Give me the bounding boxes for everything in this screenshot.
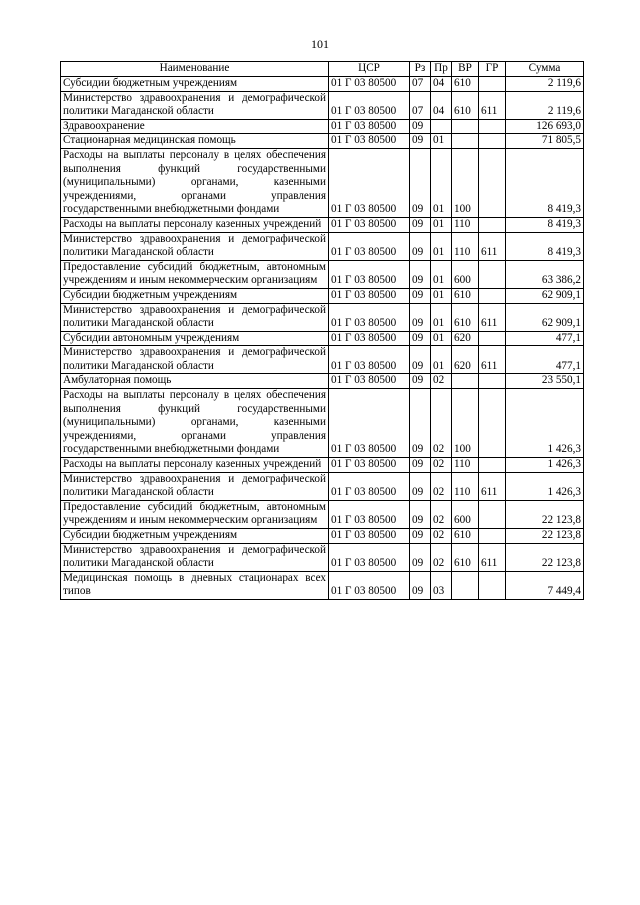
cell-sum: 2 119,6 [506, 91, 584, 119]
cell-rz: 09 [410, 472, 431, 500]
cell-vr [452, 134, 479, 149]
cell-vr: 610 [452, 77, 479, 92]
header-name: Наименование [61, 62, 329, 77]
cell-pr: 02 [431, 374, 452, 389]
cell-pr: 02 [431, 458, 452, 473]
cell-vr: 610 [452, 91, 479, 119]
cell-name: Субсидии бюджетным учреждениям [61, 529, 329, 544]
cell-rz: 09 [410, 331, 431, 346]
cell-pr: 01 [431, 346, 452, 374]
table-row [61, 217, 584, 232]
table-row [61, 119, 584, 134]
table-row [61, 303, 584, 331]
table-row [61, 232, 584, 260]
cell-name: Министерство здравоохранения и демографической политики Магаданской области [61, 303, 329, 331]
cell-gr [479, 77, 506, 92]
cell-name: Здравоохранение [61, 119, 329, 134]
cell-csr: 01 Г 03 80500 [329, 288, 410, 303]
cell-sum: 62 909,1 [506, 288, 584, 303]
table-row [61, 500, 584, 528]
cell-rz: 09 [410, 529, 431, 544]
header-sum: Сумма [506, 62, 584, 77]
cell-csr: 01 Г 03 80500 [329, 148, 410, 217]
table-row [61, 346, 584, 374]
cell-vr: 600 [452, 500, 479, 528]
cell-csr: 01 Г 03 80500 [329, 346, 410, 374]
cell-rz: 09 [410, 571, 431, 599]
cell-gr: 611 [479, 472, 506, 500]
cell-rz: 09 [410, 134, 431, 149]
cell-vr: 110 [452, 232, 479, 260]
cell-pr: 02 [431, 529, 452, 544]
cell-sum: 2 119,6 [506, 77, 584, 92]
cell-rz: 09 [410, 389, 431, 458]
cell-pr: 02 [431, 543, 452, 571]
cell-sum: 62 909,1 [506, 303, 584, 331]
cell-csr: 01 Г 03 80500 [329, 232, 410, 260]
cell-vr: 600 [452, 260, 479, 288]
table-row [61, 458, 584, 473]
cell-rz: 07 [410, 91, 431, 119]
cell-vr [452, 374, 479, 389]
cell-rz: 09 [410, 500, 431, 528]
cell-name: Субсидии бюджетным учреждениям [61, 288, 329, 303]
cell-rz: 09 [410, 260, 431, 288]
cell-csr: 01 Г 03 80500 [329, 119, 410, 134]
cell-pr: 04 [431, 77, 452, 92]
cell-name: Министерство здравоохранения и демографической политики Магаданской области [61, 346, 329, 374]
cell-pr: 01 [431, 134, 452, 149]
cell-csr: 01 Г 03 80500 [329, 260, 410, 288]
cell-gr [479, 331, 506, 346]
cell-pr: 04 [431, 91, 452, 119]
cell-pr: 01 [431, 260, 452, 288]
cell-pr: 01 [431, 288, 452, 303]
cell-gr [479, 458, 506, 473]
table-row [61, 331, 584, 346]
cell-csr: 01 Г 03 80500 [329, 374, 410, 389]
cell-csr: 01 Г 03 80500 [329, 472, 410, 500]
cell-pr: 02 [431, 389, 452, 458]
table-row [61, 543, 584, 571]
table-body [61, 77, 584, 600]
table-row [61, 77, 584, 92]
cell-sum: 1 426,3 [506, 472, 584, 500]
table-row [61, 529, 584, 544]
cell-csr: 01 Г 03 80500 [329, 217, 410, 232]
cell-gr [479, 374, 506, 389]
cell-gr [479, 500, 506, 528]
cell-pr: 01 [431, 217, 452, 232]
cell-name: Расходы на выплаты персоналу в целях обеспечения выполнения функций государственными (муниципальными) органами, казенными учреждениями, органами управления государственными внебюджетными фондами [61, 148, 329, 217]
cell-sum: 71 805,5 [506, 134, 584, 149]
cell-rz: 09 [410, 346, 431, 374]
cell-vr: 110 [452, 472, 479, 500]
table-header-row [61, 62, 584, 77]
cell-gr: 611 [479, 346, 506, 374]
cell-rz: 09 [410, 232, 431, 260]
cell-gr [479, 134, 506, 149]
cell-name: Амбулаторная помощь [61, 374, 329, 389]
cell-name: Предоставление субсидий бюджетным, автономным учреждениям и иным некоммерческим организациям [61, 260, 329, 288]
cell-name: Министерство здравоохранения и демографической политики Магаданской области [61, 543, 329, 571]
cell-vr: 620 [452, 331, 479, 346]
cell-rz: 07 [410, 77, 431, 92]
table-row [61, 134, 584, 149]
header-gr: ГР [479, 62, 506, 77]
cell-csr: 01 Г 03 80500 [329, 134, 410, 149]
cell-csr: 01 Г 03 80500 [329, 458, 410, 473]
cell-vr: 610 [452, 529, 479, 544]
cell-csr: 01 Г 03 80500 [329, 303, 410, 331]
cell-sum: 8 419,3 [506, 232, 584, 260]
table-row [61, 288, 584, 303]
cell-name: Медицинская помощь в дневных стационарах всех типов [61, 571, 329, 599]
cell-rz: 09 [410, 217, 431, 232]
cell-vr: 100 [452, 148, 479, 217]
cell-name: Стационарная медицинская помощь [61, 134, 329, 149]
cell-sum: 477,1 [506, 331, 584, 346]
cell-sum: 63 386,2 [506, 260, 584, 288]
table-row [61, 91, 584, 119]
cell-vr [452, 119, 479, 134]
cell-sum: 22 123,8 [506, 543, 584, 571]
cell-pr: 01 [431, 232, 452, 260]
cell-gr [479, 217, 506, 232]
cell-name: Расходы на выплаты персоналу казенных учреждений [61, 217, 329, 232]
page-number: 101 [311, 37, 329, 51]
cell-pr: 01 [431, 303, 452, 331]
cell-csr: 01 Г 03 80500 [329, 389, 410, 458]
cell-vr: 610 [452, 303, 479, 331]
cell-rz: 09 [410, 458, 431, 473]
cell-rz: 09 [410, 374, 431, 389]
cell-gr [479, 571, 506, 599]
cell-gr: 611 [479, 232, 506, 260]
cell-sum: 23 550,1 [506, 374, 584, 389]
cell-vr: 610 [452, 543, 479, 571]
cell-pr [431, 119, 452, 134]
cell-gr: 611 [479, 303, 506, 331]
cell-gr: 611 [479, 91, 506, 119]
cell-gr [479, 389, 506, 458]
cell-csr: 01 Г 03 80500 [329, 91, 410, 119]
cell-sum: 477,1 [506, 346, 584, 374]
cell-name: Субсидии бюджетным учреждениям [61, 77, 329, 92]
cell-csr: 01 Г 03 80500 [329, 529, 410, 544]
cell-pr: 02 [431, 472, 452, 500]
cell-sum: 22 123,8 [506, 500, 584, 528]
table-row [61, 389, 584, 458]
cell-csr: 01 Г 03 80500 [329, 500, 410, 528]
cell-csr: 01 Г 03 80500 [329, 77, 410, 92]
cell-name: Министерство здравоохранения и демографической политики Магаданской области [61, 232, 329, 260]
cell-sum: 1 426,3 [506, 458, 584, 473]
cell-sum: 8 419,3 [506, 217, 584, 232]
cell-vr: 110 [452, 458, 479, 473]
cell-sum: 22 123,8 [506, 529, 584, 544]
cell-vr: 110 [452, 217, 479, 232]
cell-pr: 03 [431, 571, 452, 599]
cell-vr: 620 [452, 346, 479, 374]
cell-sum: 1 426,3 [506, 389, 584, 458]
cell-vr: 610 [452, 288, 479, 303]
cell-gr [479, 119, 506, 134]
cell-csr: 01 Г 03 80500 [329, 571, 410, 599]
cell-pr: 02 [431, 500, 452, 528]
table-row [61, 374, 584, 389]
table-row [61, 260, 584, 288]
header-pr: Пр [431, 62, 452, 77]
table-row [61, 571, 584, 599]
cell-vr [452, 571, 479, 599]
cell-rz: 09 [410, 543, 431, 571]
header-vr: ВР [452, 62, 479, 77]
cell-name: Министерство здравоохранения и демографической политики Магаданской области [61, 472, 329, 500]
cell-gr [479, 288, 506, 303]
cell-name: Министерство здравоохранения и демографической политики Магаданской области [61, 91, 329, 119]
cell-name: Субсидии автономным учреждениям [61, 331, 329, 346]
cell-name: Предоставление субсидий бюджетным, автономным учреждениям и иным некоммерческим организациям [61, 500, 329, 528]
cell-csr: 01 Г 03 80500 [329, 543, 410, 571]
cell-gr [479, 148, 506, 217]
header-rz: Рз [410, 62, 431, 77]
cell-rz: 09 [410, 288, 431, 303]
header-csr: ЦСР [329, 62, 410, 77]
cell-name: Расходы на выплаты персоналу в целях обеспечения выполнения функций государственными (муниципальными) органами, казенными учреждениями, органами управления государственными внебюджетными фондами [61, 389, 329, 458]
table-row [61, 148, 584, 217]
cell-rz: 09 [410, 119, 431, 134]
cell-pr: 01 [431, 331, 452, 346]
cell-gr: 611 [479, 543, 506, 571]
cell-rz: 09 [410, 148, 431, 217]
cell-sum: 126 693,0 [506, 119, 584, 134]
cell-name: Расходы на выплаты персоналу казенных учреждений [61, 458, 329, 473]
cell-pr: 01 [431, 148, 452, 217]
budget-table [60, 61, 584, 600]
cell-gr [479, 529, 506, 544]
cell-vr: 100 [452, 389, 479, 458]
cell-rz: 09 [410, 303, 431, 331]
cell-csr: 01 Г 03 80500 [329, 331, 410, 346]
cell-sum: 8 419,3 [506, 148, 584, 217]
table-row [61, 472, 584, 500]
cell-sum: 7 449,4 [506, 571, 584, 599]
cell-gr [479, 260, 506, 288]
